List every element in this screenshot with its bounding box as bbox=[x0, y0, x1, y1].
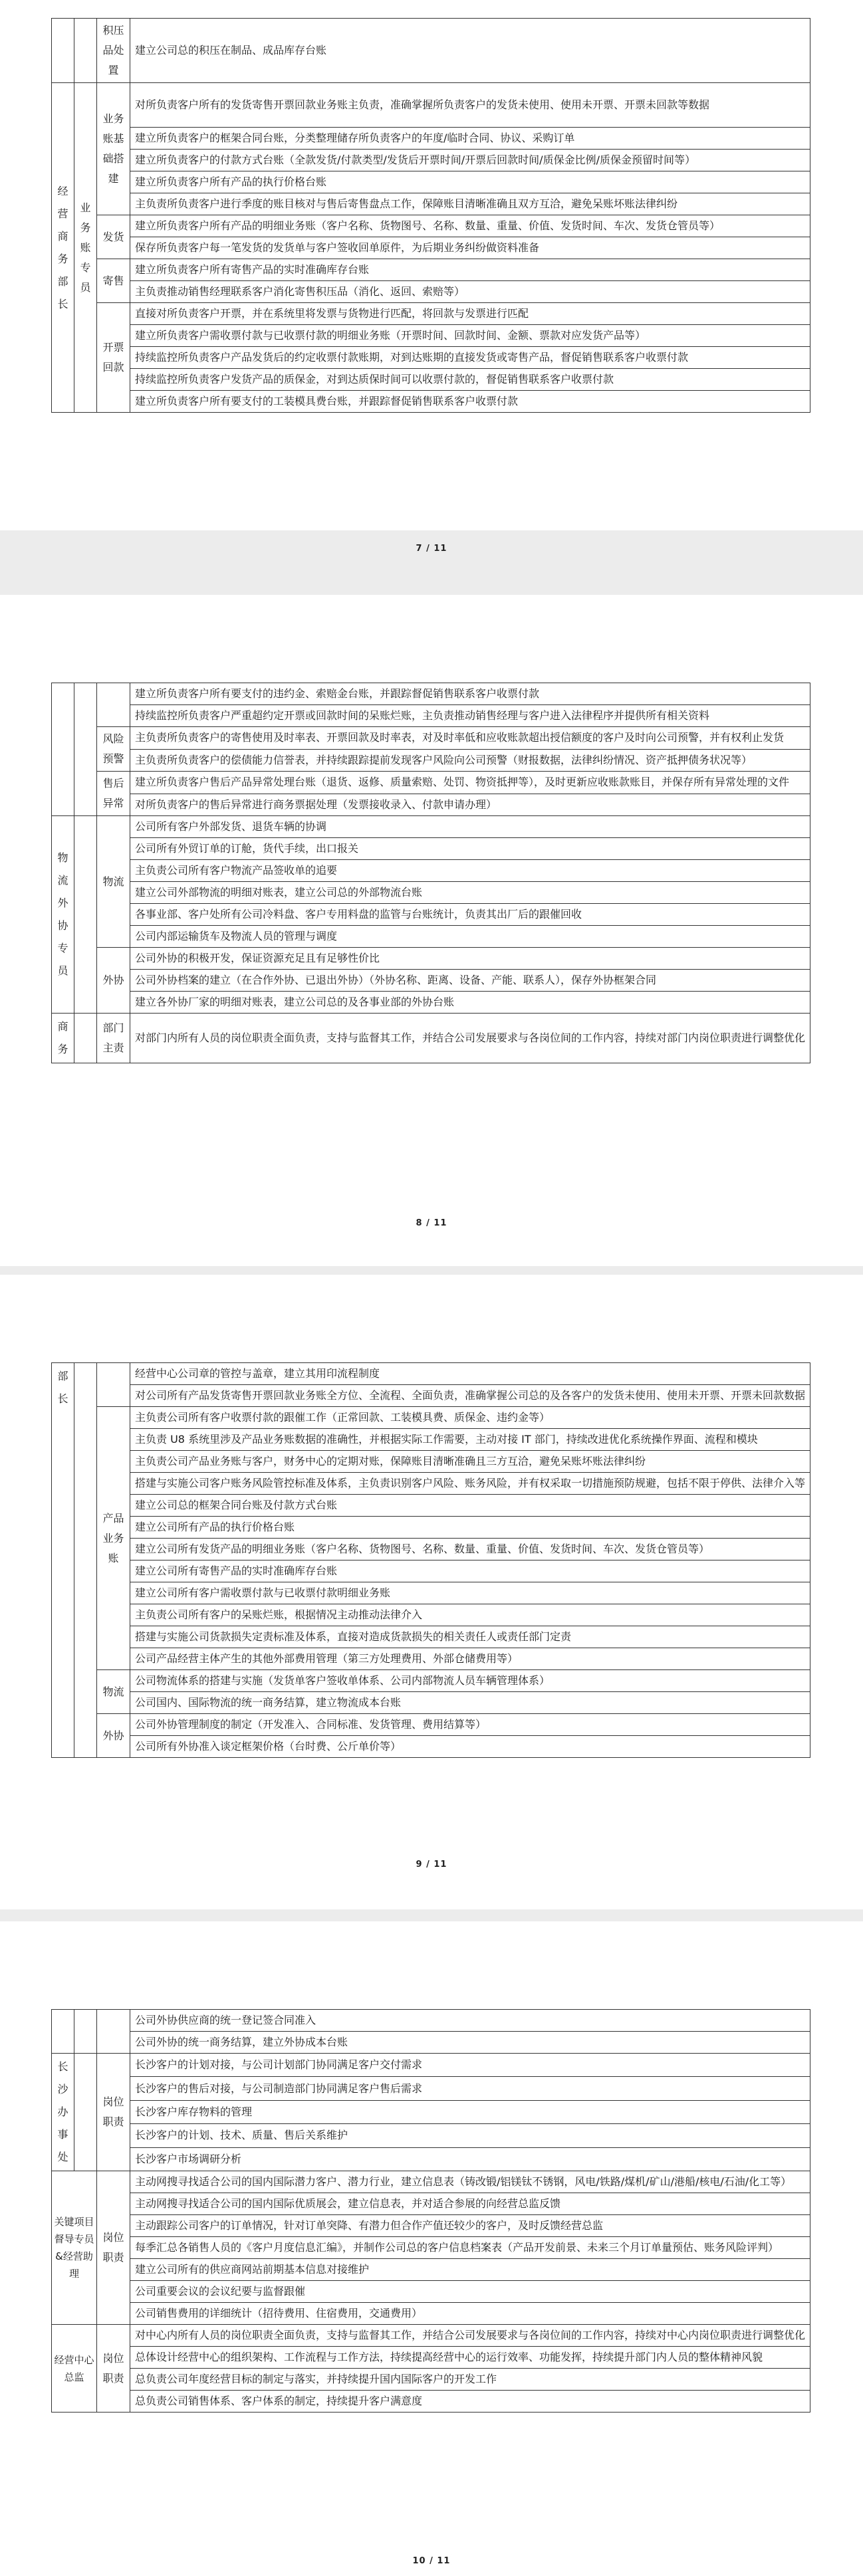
subcategory-cell: 物流 bbox=[97, 816, 130, 948]
table-row bbox=[52, 237, 810, 259]
table-row bbox=[52, 1582, 810, 1604]
table-row bbox=[52, 904, 810, 926]
table-row bbox=[52, 1517, 810, 1539]
duty-text: 持续监控所负责客户严重超约定开票或回款时间的呆账烂账，主负责推动销售经理与客户进入法律程序并提供所有相关资料 bbox=[130, 705, 810, 727]
page-number: 8 / 11 bbox=[416, 1218, 447, 1228]
subcategory-cell: 物流 bbox=[97, 1670, 130, 1714]
duty-text: 主负责 U8 系统里涉及产品业务账数据的准确性，并根据实际工作需要，主动对接 IT 部门，持续改进优化系统操作界面、流程和模块 bbox=[130, 1429, 810, 1451]
duty-text: 搭建与实施公司货款损失定责标准及体系，直接对造成货款损失的相关责任人或责任部门定责 bbox=[130, 1626, 810, 1648]
duty-text: 主负责公司所有客户的呆账烂账，根据情况主动推动法律介入 bbox=[130, 1604, 810, 1626]
duty-text: 公司外协的积极开发，保证资源充足且有足够性价比 bbox=[130, 948, 810, 970]
table-row bbox=[52, 259, 810, 281]
table-row bbox=[52, 2391, 810, 2413]
table-row bbox=[52, 2171, 810, 2193]
table-row bbox=[52, 1626, 810, 1648]
responsibility-table-page-10 bbox=[51, 2009, 810, 2413]
table-row bbox=[52, 2259, 810, 2281]
duty-text: 总负责公司年度经营目标的制定与落实，并持续提升国内国际客户的开发工作 bbox=[130, 2369, 810, 2391]
table-row bbox=[52, 838, 810, 860]
table-row bbox=[52, 727, 810, 750]
page-number: 7 / 11 bbox=[416, 544, 447, 554]
table-row bbox=[52, 992, 810, 1014]
duty-text: 公司外协管理制度的制定（开发准入、合同标准、发货管理、费用结算等） bbox=[130, 1714, 810, 1736]
table-row bbox=[52, 2325, 810, 2347]
subcategory-cell: 岗位职责 bbox=[97, 2054, 130, 2171]
table-row bbox=[52, 1429, 810, 1451]
table-row bbox=[52, 749, 810, 772]
table-row bbox=[52, 303, 810, 325]
duty-text: 长沙客户的售后对接，与公司制造部门协同满足客户售后需求 bbox=[130, 2077, 810, 2100]
table-row bbox=[52, 19, 810, 83]
table-row bbox=[52, 1714, 810, 1736]
document-page-7 bbox=[0, 0, 863, 554]
table-row bbox=[52, 1495, 810, 1517]
duty-text: 公司所有客户外部发货、退货车辆的协调 bbox=[130, 816, 810, 838]
table-row bbox=[52, 1604, 810, 1626]
duty-text: 搭建与实施公司客户账务风险管控标准及体系，主负责识别客户风险、账务风险，并有权采取一切措施预防规避，包括不限于停供、法律介入等 bbox=[130, 1473, 810, 1495]
table-row bbox=[52, 281, 810, 303]
table-row bbox=[52, 1648, 810, 1670]
table-row bbox=[52, 2054, 810, 2077]
duty-text: 对所负责客户的售后异常进行商务票据处理（发票接收录入、付款申请办理） bbox=[130, 794, 810, 816]
subcategory-cell: 岗位职责 bbox=[97, 2325, 130, 2413]
department-cell: 长沙办事处 bbox=[52, 2054, 74, 2171]
responsibility-table-page-7 bbox=[51, 18, 810, 413]
duty-text: 建立所负责客户所有产品的执行价格台账 bbox=[130, 171, 810, 193]
duty-text: 持续监控所负责客户发货产品的质保金，对到达质保时间可以收票付款的，督促销售联系客户收票付款 bbox=[130, 369, 810, 391]
table-row bbox=[52, 150, 810, 171]
table-row bbox=[52, 2147, 810, 2171]
duty-text: 公司外协的统一商务结算，建立外协成本台账 bbox=[130, 2032, 810, 2054]
table-row bbox=[52, 2303, 810, 2325]
duty-text: 主动跟踪公司客户的订单情况，针对订单突降、有潜力但合作产值还较少的客户，及时反馈经营总监 bbox=[130, 2215, 810, 2237]
table-row bbox=[52, 926, 810, 948]
document-page-10 bbox=[0, 1921, 863, 2576]
table-row bbox=[52, 2215, 810, 2237]
duty-text: 建立所负责客户所有产品的明细业务账（客户名称、货物图号、名称、数量、重量、价值、发货时间、车次、发货仓管员等） bbox=[130, 215, 810, 237]
table-row bbox=[52, 2077, 810, 2100]
table-row bbox=[52, 948, 810, 970]
page-number: 9 / 11 bbox=[416, 1860, 447, 1870]
duty-text: 建立公司所有寄售产品的实时准确库存台账 bbox=[130, 1560, 810, 1582]
table-row bbox=[52, 794, 810, 816]
table-row bbox=[52, 325, 810, 347]
duty-text: 公司重要会议的会议纪要与监督跟催 bbox=[130, 2281, 810, 2303]
duty-text: 主负责推动销售经理联系客户消化寄售积压品（消化、返回、索赔等） bbox=[130, 281, 810, 303]
responsibility-table-page-8 bbox=[51, 683, 810, 1063]
table-row bbox=[52, 970, 810, 992]
duty-text: 公司物流体系的搭建与实施（发货单客户签收单体系、公司内部物流人员车辆管理体系） bbox=[130, 1670, 810, 1692]
duty-text: 对公司所有产品发货寄售开票回款业务账全方位、全流程、全面负责，准确掌握公司总的及各客户的发货未使用、使用未开票、开票未回款数据 bbox=[130, 1385, 810, 1407]
table-row bbox=[52, 1385, 810, 1407]
duty-text: 建立公司所有的供应商网站前期基本信息对接维护 bbox=[130, 2259, 810, 2281]
table-row bbox=[52, 1670, 810, 1692]
duty-text: 长沙客户库存物料的管理 bbox=[130, 2100, 810, 2123]
table-row bbox=[52, 171, 810, 193]
table-row bbox=[52, 2281, 810, 2303]
table-row bbox=[52, 1014, 810, 1063]
table-row bbox=[52, 1692, 810, 1714]
table-row bbox=[52, 1407, 810, 1429]
role-cell: 业务账专员 bbox=[74, 83, 97, 413]
table-row bbox=[52, 2193, 810, 2215]
duty-text: 经营中心公司章的管控与盖章，建立其用印流程制度 bbox=[130, 1363, 810, 1385]
table-row bbox=[52, 2032, 810, 2054]
table-row bbox=[52, 860, 810, 882]
duty-text: 主负责所负责客户进行季度的账目核对与售后寄售盘点工作，保障账目清晰准确且双方互洽，避免呆账坏账法律纠纷 bbox=[130, 193, 810, 215]
duty-text: 公司销售费用的详细统计（招待费用、住宿费用，交通费用） bbox=[130, 2303, 810, 2325]
table-row bbox=[52, 1560, 810, 1582]
table-row bbox=[52, 369, 810, 391]
duty-text: 建立公司所有客户需收票付款与已收票付款明细业务账 bbox=[130, 1582, 810, 1604]
subcategory-cell: 部门主责 bbox=[97, 1014, 130, 1063]
duty-text: 对所负责客户所有的发货寄售开票回款业务账主负责，准确掌握所负责客户的发货未使用、使用未开票、开票未回款等数据 bbox=[130, 83, 810, 128]
page-number: 10 / 11 bbox=[412, 2556, 451, 2566]
subcategory-cell: 产品业务账 bbox=[97, 1407, 130, 1670]
duty-text: 总体设计经营中心的组织架构、工作流程与工作方法，持续提高经营中心的运行效率、功能发挥，持续提升部门内人员的整体精神风貌 bbox=[130, 2347, 810, 2369]
table-row bbox=[52, 882, 810, 904]
duty-text: 建立公司所有发货产品的明细业务账（客户名称、货物图号、名称、数量、重量、价值、发货时间、车次、发货仓管员等） bbox=[130, 1539, 810, 1560]
duty-text: 建立所负责客户所有寄售产品的实时准确库存台账 bbox=[130, 259, 810, 281]
table-row bbox=[52, 2100, 810, 2123]
table-row bbox=[52, 1451, 810, 1473]
duty-text: 公司所有外贸订单的订舱，货代手续，出口报关 bbox=[130, 838, 810, 860]
table-row bbox=[52, 705, 810, 727]
duty-text: 主负责公司产品业务账与客户，财务中心的定期对账，保障账目清晰准确且三方互洽，避免呆账坏账法律纠纷 bbox=[130, 1451, 810, 1473]
duty-text: 对中心内所有人员的岗位职责全面负责，支持与监督其工作，并结合公司发展要求与各岗位间的工作内容，持续对中心内岗位职责进行调整优化 bbox=[130, 2325, 810, 2347]
department-cell: 关键项目督导专员&经营助理 bbox=[52, 2171, 97, 2325]
duty-text: 持续监控所负责客户产品发货后的约定收票付款账期，对到达账期的直接发货或寄售产品，督促销售联系客户收票付款 bbox=[130, 347, 810, 369]
table-row bbox=[52, 2124, 810, 2147]
duty-text: 每季汇总各销售人员的《客户月度信息汇编》，并制作公司总的客户信息档案表（产品开发前景、未来三个月订单量预估、账务风险评判） bbox=[130, 2237, 810, 2259]
duty-text: 主负责公司所有客户收票付款的跟催工作（正常回款、工装模具费、质保金、违约金等） bbox=[130, 1407, 810, 1429]
table-row bbox=[52, 1473, 810, 1495]
table-row bbox=[52, 772, 810, 794]
subcategory-cell: 岗位职责 bbox=[97, 2171, 130, 2325]
department-cell: 部长 bbox=[52, 1363, 74, 1758]
duty-text: 建立公司所有产品的执行价格台账 bbox=[130, 1517, 810, 1539]
duty-text: 主负责所负责客户的寄售使用及时率表、开票回款及时率表，对及时率低和应收账款超出授信额度的客户及时向公司预警，并有权利止发货 bbox=[130, 727, 810, 750]
duty-text: 直接对所负责客户开票，并在系统里将发票与货物进行匹配，将回款与发票进行匹配 bbox=[130, 303, 810, 325]
duty-text: 建立所负责客户所有要支付的工装模具费台账，并跟踪督促销售联系客户收票付款 bbox=[130, 391, 810, 413]
subcategory-cell: 业务账基础搭建 bbox=[97, 83, 130, 215]
role-cell: 物流外协专员 bbox=[52, 816, 74, 1014]
duty-text: 公司内部运输货车及物流人员的管理与调度 bbox=[130, 926, 810, 948]
duty-text: 建立所负责客户的付款方式台账（全款发货/付款类型/发货后开票时间/开票后回款时间/质保金比例/质保金预留时间等） bbox=[130, 150, 810, 171]
department-cell: 经营商务部长 bbox=[52, 83, 74, 413]
subcategory-cell: 售后异常 bbox=[97, 772, 130, 816]
table-row bbox=[52, 215, 810, 237]
table-row bbox=[52, 193, 810, 215]
table-row bbox=[52, 1363, 810, 1385]
subcategory-cell: 外协 bbox=[97, 1714, 130, 1758]
duty-text: 公司所有外协准入谈定框架价格（台时费、公斤单价等） bbox=[130, 1736, 810, 1758]
duty-text: 建立所负责客户售后产品异常处理台账（退货、返修、质量索赔、处罚、物资抵押等），及时更新应收账款账目，并保存所有异常处理的文件 bbox=[130, 772, 810, 794]
subcategory-cell: 风险预警 bbox=[97, 727, 130, 772]
duty-text: 主动网搜寻找适合公司的国内国际潜力客户、潜力行业，建立信息表（铸改锻/铝镁钛不锈钢，风电/铁路/煤机/矿山/港船/核电/石油/化工等） bbox=[130, 2171, 810, 2193]
duty-text: 公司外协档案的建立（在合作外协、已退出外协）（外协名称、距离、设备、产能、联系人），保存外协框架合同 bbox=[130, 970, 810, 992]
duty-text: 建立公司总的积压在制品、成品库存台账 bbox=[130, 19, 810, 83]
duty-text: 公司产品经营主体产生的其他外部费用管理（第三方处理费用、外部仓储费用等） bbox=[130, 1648, 810, 1670]
document-page-8 bbox=[0, 595, 863, 1266]
duty-text: 建立公司总的框架合同台账及付款方式台账 bbox=[130, 1495, 810, 1517]
duty-text: 建立所负责客户需收票付款与已收票付款的明细业务账（开票时间、回款时间、金额、票款对应发货产品等） bbox=[130, 325, 810, 347]
table-row bbox=[52, 391, 810, 413]
table-row bbox=[52, 1539, 810, 1560]
duty-text: 主负责所负责客户的偿债能力信誉表，并持续跟踪提前发现客户风险向公司预警（财报数据，法律纠纷情况、资产抵押债务状况等） bbox=[130, 749, 810, 772]
subcategory-cell: 积压品处置 bbox=[97, 19, 130, 83]
subcategory-cell: 外协 bbox=[97, 948, 130, 1014]
duty-text: 各事业部、客户处所有公司冷料盘、客户专用料盘的监管与台账统计，负责其出厂后的跟催回收 bbox=[130, 904, 810, 926]
table-row bbox=[52, 683, 810, 705]
subcategory-cell: 开票回款 bbox=[97, 303, 130, 413]
department-cell: 经营中心总监 bbox=[52, 2325, 97, 2413]
duty-text: 公司国内、国际物流的统一商务结算，建立物流成本台账 bbox=[130, 1692, 810, 1714]
department-cell: 商务 bbox=[52, 1014, 74, 1063]
subcategory-cell: 寄售 bbox=[97, 259, 130, 303]
duty-text: 长沙客户的计划对接，与公司计划部门协同满足客户交付需求 bbox=[130, 2054, 810, 2077]
duty-text: 主动网搜寻找适合公司的国内国际优质展会，建立信息表，并对适合参展的向经营总监反馈 bbox=[130, 2193, 810, 2215]
document-page-9 bbox=[0, 1275, 863, 1909]
table-row bbox=[52, 128, 810, 150]
duty-text: 建立各外协厂家的明细对账表，建立公司总的及各事业部的外协台账 bbox=[130, 992, 810, 1014]
table-row bbox=[52, 2010, 810, 2032]
duty-text: 建立公司外部物流的明细对账表，建立公司总的外部物流台账 bbox=[130, 882, 810, 904]
subcategory-cell: 发货 bbox=[97, 215, 130, 259]
duty-text: 建立所负责客户的框架合同台账，分类整理储存所负责客户的年度/临时合同、协议、采购订单 bbox=[130, 128, 810, 150]
table-row bbox=[52, 347, 810, 369]
duty-text: 公司外协供应商的统一登记签合同准入 bbox=[130, 2010, 810, 2032]
table-row bbox=[52, 2237, 810, 2259]
duty-text: 总负责公司销售体系、客户体系的制定，持续提升客户满意度 bbox=[130, 2391, 810, 2413]
duty-text: 对部门内所有人员的岗位职责全面负责，支持与监督其工作，并结合公司发展要求与各岗位间的工作内容，持续对部门内岗位职责进行调整优化 bbox=[130, 1014, 810, 1063]
duty-text: 保存所负责客户每一笔发货的发货单与客户签收回单原件，为后期业务纠纷做资料准备 bbox=[130, 237, 810, 259]
duty-text: 主负责公司所有客户物流产品签收单的追要 bbox=[130, 860, 810, 882]
duty-text: 建立所负责客户所有要支付的违约金、索赔金台账，并跟踪督促销售联系客户收票付款 bbox=[130, 683, 810, 705]
responsibility-table-page-9 bbox=[51, 1362, 810, 1758]
table-row bbox=[52, 1736, 810, 1758]
table-row bbox=[52, 2369, 810, 2391]
table-row bbox=[52, 83, 810, 128]
table-row bbox=[52, 816, 810, 838]
duty-text: 长沙客户的计划、技术、质量、售后关系维护 bbox=[130, 2124, 810, 2147]
duty-text: 长沙客户市场调研分析 bbox=[130, 2147, 810, 2171]
table-row bbox=[52, 2347, 810, 2369]
